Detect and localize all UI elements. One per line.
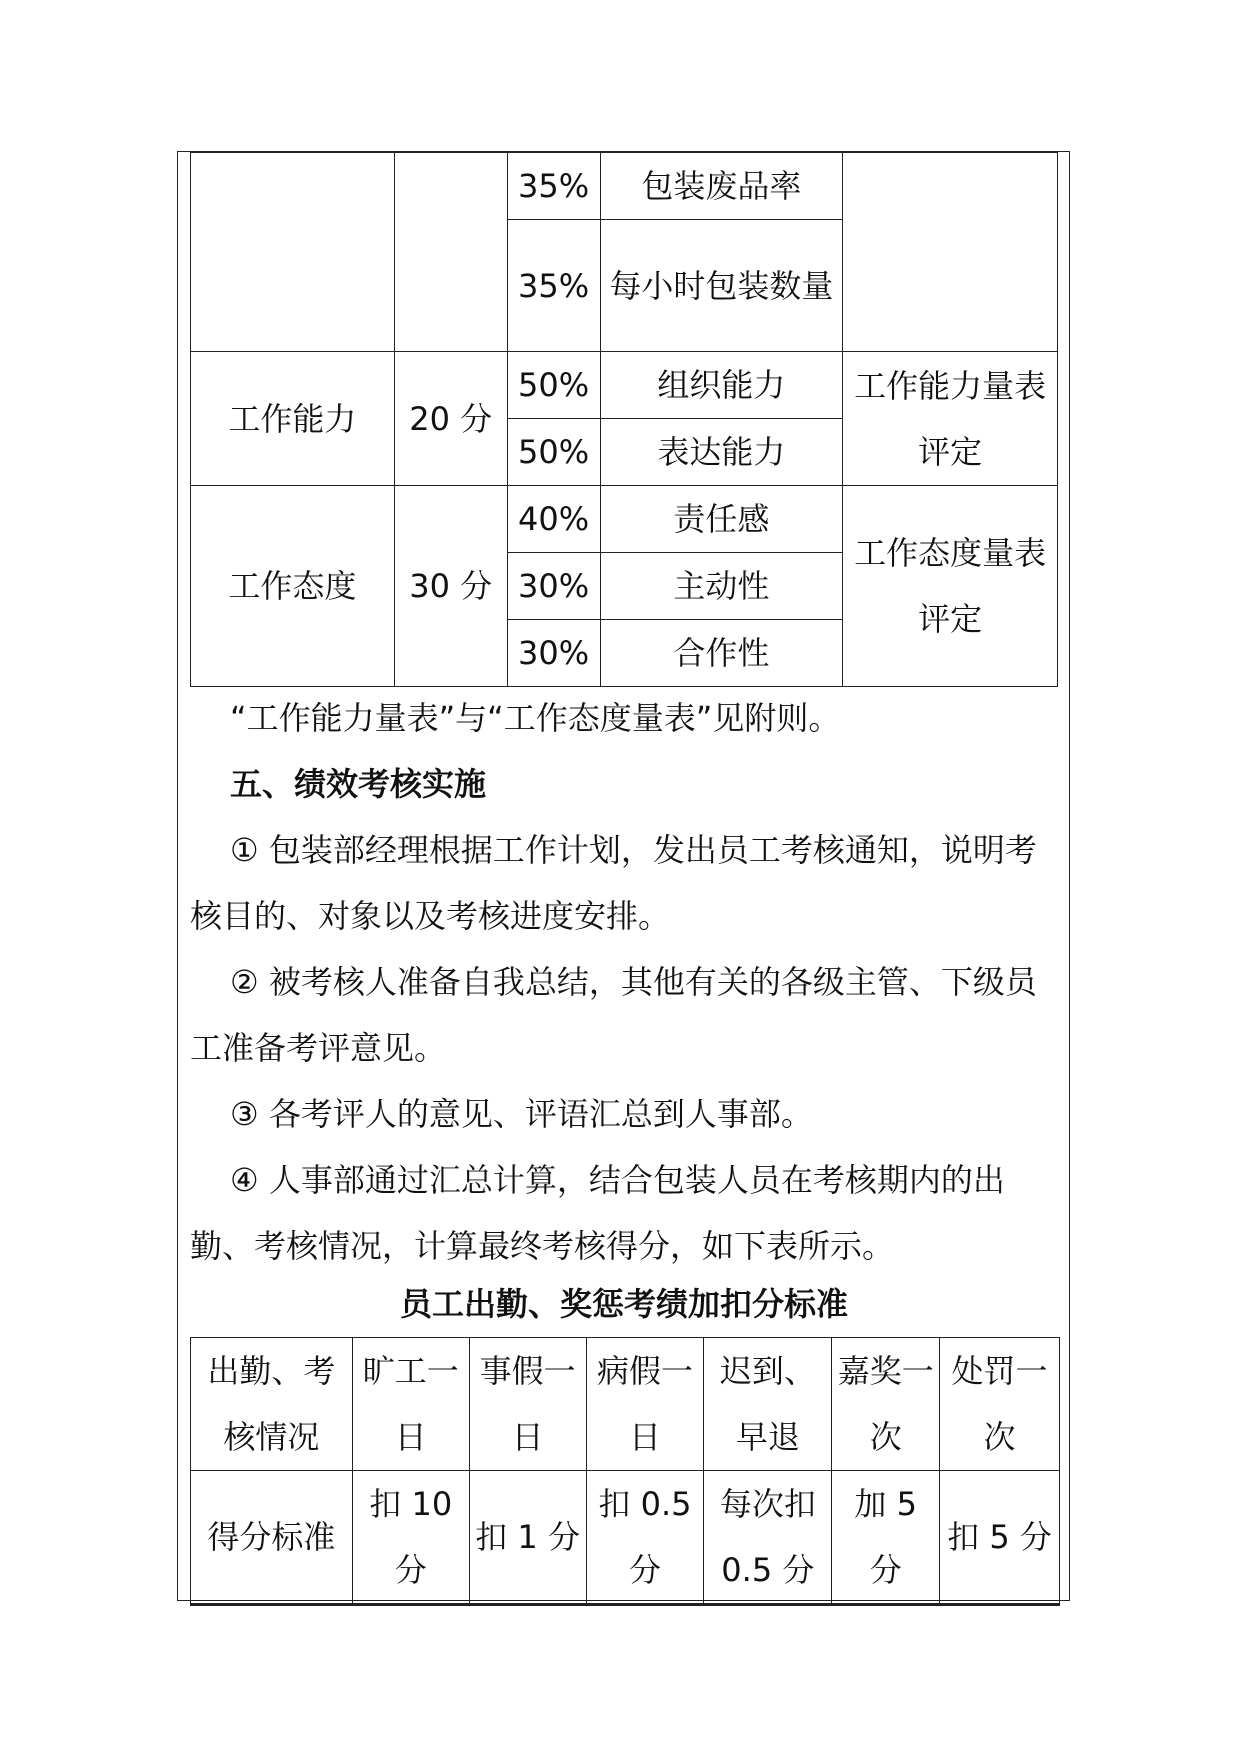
note-text: “工作能力量表”与“工作态度量表”见附则。 [230, 699, 841, 737]
table-cell [394, 153, 507, 352]
header-cell: 病假一日 [586, 1338, 704, 1471]
weight-cell: 40% [507, 486, 600, 553]
step-paragraph: ④ 人事部通过汇总计算，结合包装人员在考核期内的出勤、考核情况，计算最终考核得分，如下表所示。 [190, 1161, 1005, 1265]
weight-cell: 35% [507, 220, 600, 352]
item-cell: 组织能力 [600, 352, 843, 419]
table-cell [843, 153, 1058, 352]
table-cell: 扣 10 分 [352, 1471, 469, 1605]
table-row [191, 1471, 1060, 1605]
table-cell: 每次扣 0.5 分 [704, 1471, 832, 1605]
table-cell: 扣 5 分 [940, 1471, 1060, 1605]
category-cell: 工作能力 [191, 352, 395, 486]
assessment-table [190, 152, 1058, 687]
header-cell: 处罚一次 [940, 1338, 1060, 1471]
table-row [191, 486, 1058, 553]
table-header-row [191, 1338, 1060, 1471]
table-row [191, 153, 1058, 220]
weight-cell: 35% [507, 153, 600, 220]
table-cell: 扣 0.5 分 [586, 1471, 704, 1605]
section-title: 五、绩效考核实施 [230, 765, 487, 803]
table-cell: 扣 1 分 [469, 1471, 586, 1605]
table-cell: 得分标准 [191, 1471, 353, 1605]
category-cell: 工作态度 [191, 486, 395, 687]
table-cell: 加 5 分 [832, 1471, 940, 1605]
weight-cell: 30% [507, 620, 600, 687]
table-caption: 员工出勤、奖惩考绩加扣分标准 [399, 1285, 848, 1323]
header-cell: 事假一日 [469, 1338, 586, 1471]
attendance-table [190, 1337, 1060, 1606]
header-cell: 出勤、考核情况 [191, 1338, 353, 1471]
table-cell [191, 153, 395, 352]
score-cell: 20 分 [394, 352, 507, 486]
score-cell: 30 分 [394, 486, 507, 687]
item-cell: 主动性 [600, 553, 843, 620]
step-paragraph: ③ 各考评人的意见、评语汇总到人事部。 [230, 1095, 813, 1133]
step-paragraph: ② 被考核人准备自我总结，其他有关的各级主管、下级员工准备考评意见。 [190, 963, 1037, 1067]
header-cell: 迟到、早退 [704, 1338, 832, 1471]
item-cell: 包装废品率 [600, 153, 843, 220]
method-cell: 工作态度量表评定 [843, 486, 1058, 687]
item-cell: 表达能力 [600, 419, 843, 486]
weight-cell: 50% [507, 352, 600, 419]
item-cell: 每小时包装数量 [600, 220, 843, 352]
table-row [191, 352, 1058, 419]
step-paragraph: ① 包装部经理根据工作计划，发出员工考核通知，说明考核目的、对象以及考核进度安排。 [190, 831, 1037, 935]
weight-cell: 50% [507, 419, 600, 486]
method-cell: 工作能力量表评定 [843, 352, 1058, 486]
header-cell: 嘉奖一次 [832, 1338, 940, 1471]
item-cell: 责任感 [600, 486, 843, 553]
header-cell: 旷工一日 [352, 1338, 469, 1471]
weight-cell: 30% [507, 553, 600, 620]
item-cell: 合作性 [600, 620, 843, 687]
